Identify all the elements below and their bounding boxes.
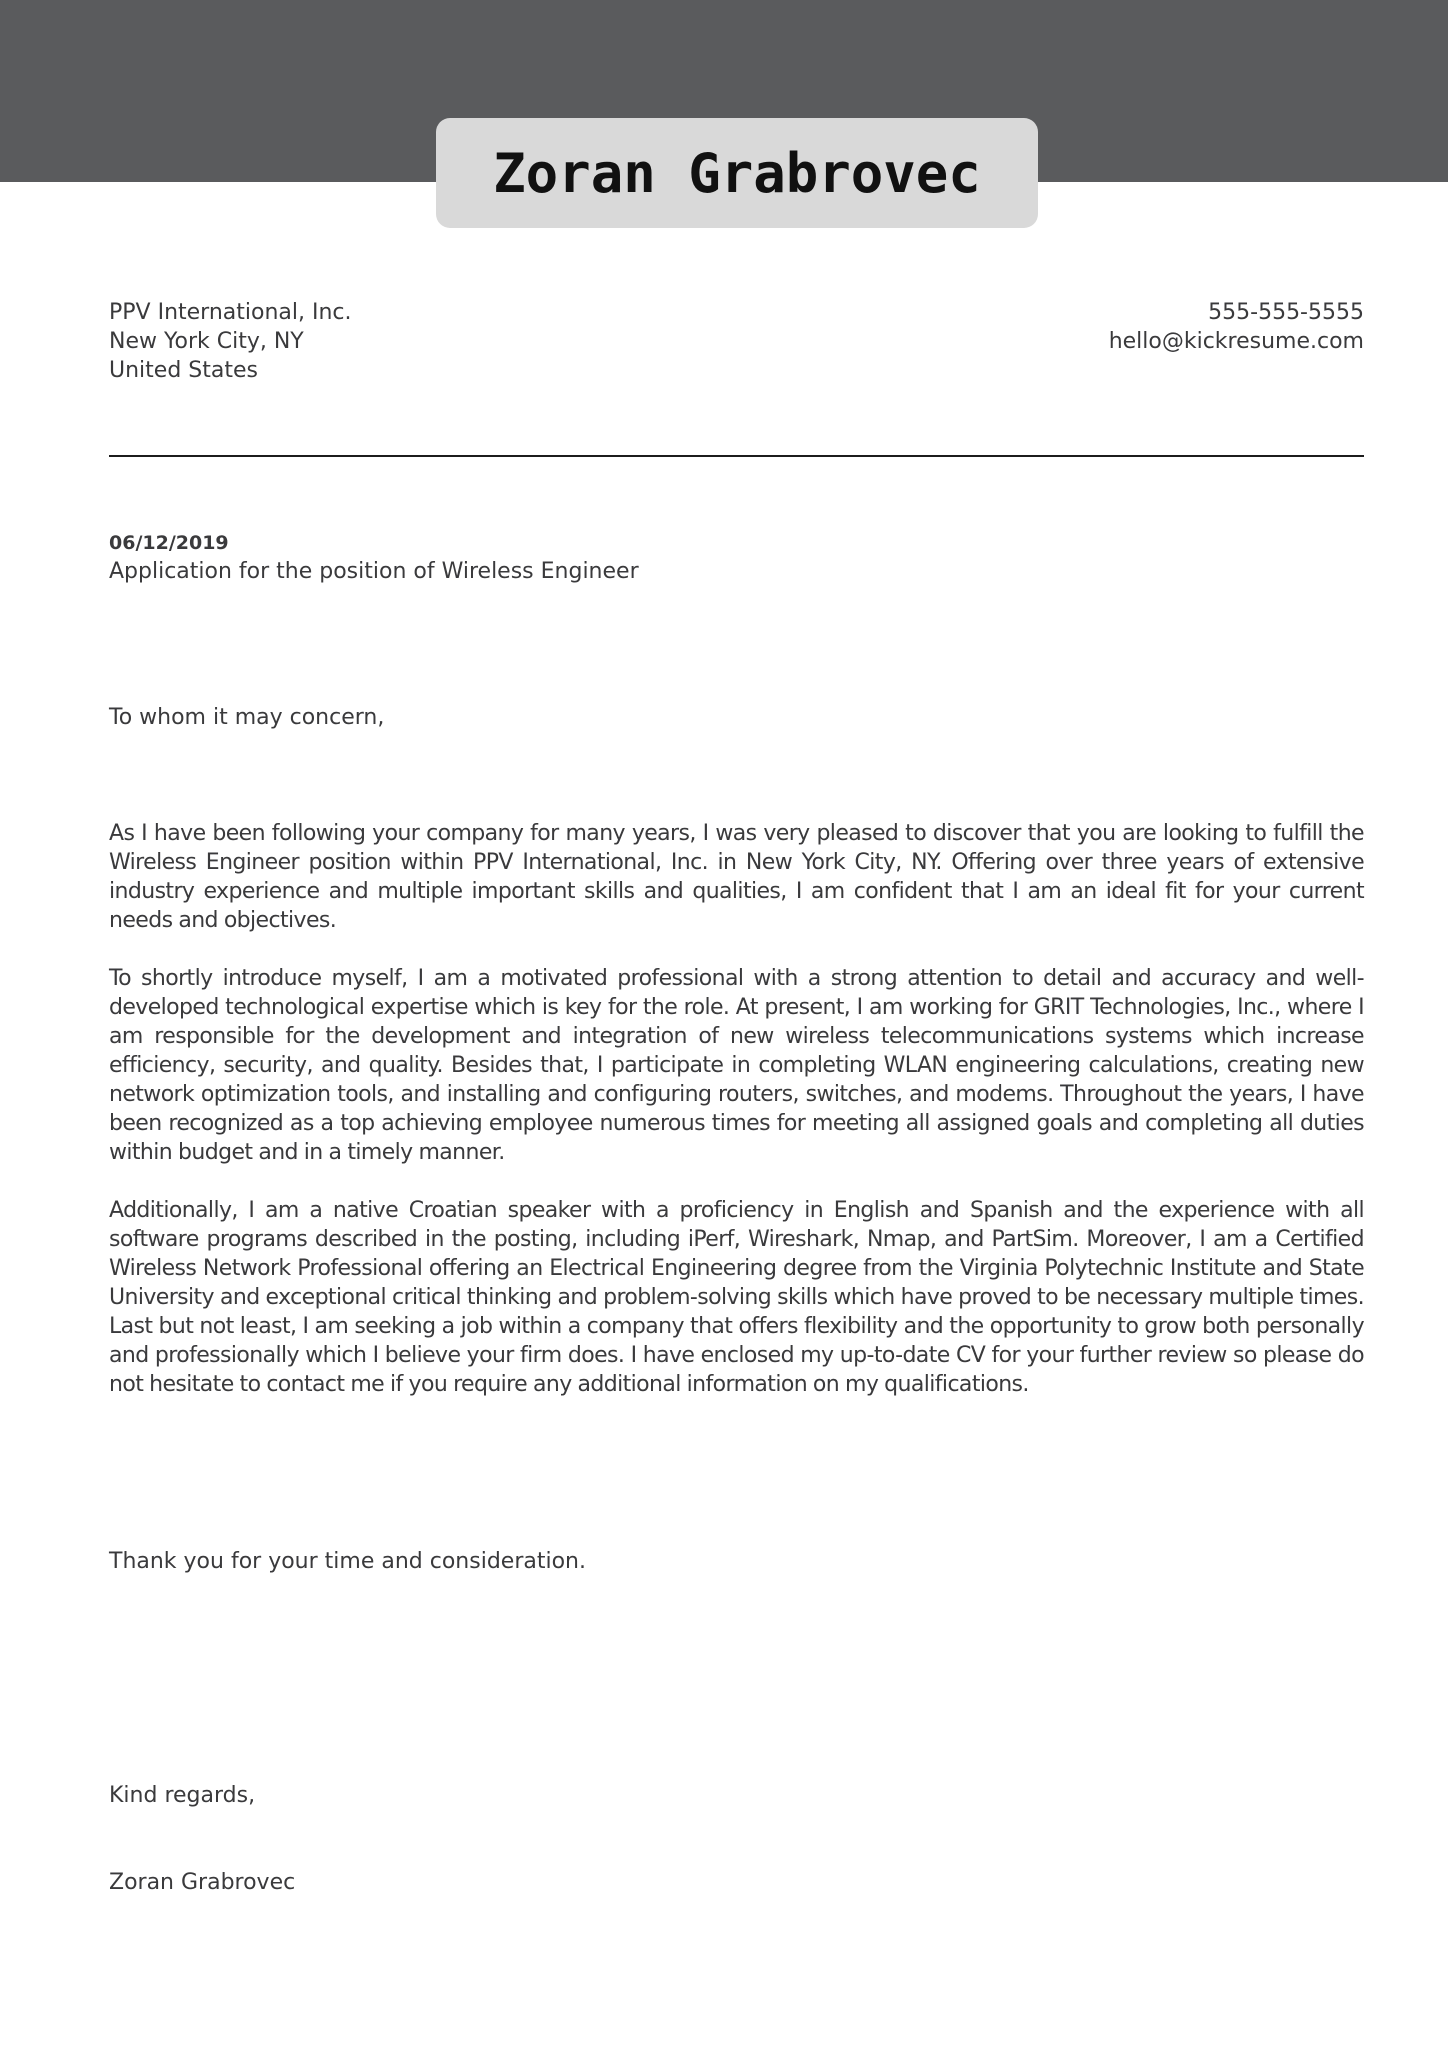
letter-body (109, 819, 1364, 1428)
letter-greeting: To whom it may concern, (109, 705, 385, 730)
letter-signature: Zoran Grabrovec (109, 1870, 296, 1895)
body-paragraph: Additionally, I am a native Croatian speaker with a proficiency in English and Spanish and the experience with all software programs described in the posting, including iPerf, Wireshark, Nmap, and PartSim. Moreover, I am a Certified Wireless Network Professional offering an Electrical Engineering degree from the Virginia Polytechnic Institute and State University and exceptional critical thinking and problem-solving skills which have proved to be necessary multiple times. Last but not least, I am seeking a job within a company that offers flexibility and the opportunity to grow both personally and professionally which I believe your firm does. I have enclosed my up-to-date CV for your further review so please do not hesitate to contact me if you require any additional information on my qualifications. (109, 1198, 1364, 1397)
letter-subject: Application for the position of Wireless Engineer (109, 559, 639, 584)
recipient-company: PPV International, Inc. (109, 300, 352, 325)
recipient-country: United States (109, 358, 258, 383)
body-paragraph: To shortly introduce myself, I am a motivated professional with a strong attention to detail and accuracy and well-developed technological expertise which is key for the role. At present, I am working for GRIT Technologies, Inc., where I am responsible for the development and integration of new wireless telecommunications systems which increase efficiency, security, and quality. Besides that, I participate in completing WLAN engineering calculations, creating new network optimization tools, and installing and configuring routers, switches, and modems. Throughout the years, I have been recognized as a top achieving employee numerous times for meeting all assigned goals and completing all duties within budget and in a timely manner. (109, 966, 1364, 1165)
header-divider (109, 455, 1364, 457)
contact-info (1109, 298, 1364, 356)
letter-thanks: Thank you for your time and consideration. (109, 1549, 586, 1574)
contact-email: hello@kickresume.com (1108, 329, 1364, 354)
recipient-city: New York City, NY (109, 329, 304, 354)
recipient-address (109, 298, 352, 385)
letter-closing: Kind regards, (109, 1783, 256, 1808)
name-badge (436, 118, 1038, 228)
body-paragraph: As I have been following your company for many years, I was very pleased to discover that you are looking to fulfill the Wireless Engineer position within PPV International, Inc. in New York City, NY. Offering over three years of extensive industry experience and multiple important skills and qualities, I am confident that I am an ideal fit for your current needs and objectives. (109, 821, 1364, 933)
contact-phone: 555-555-5555 (1208, 300, 1364, 325)
letter-date: 06/12/2019 (109, 532, 229, 554)
applicant-name: Zoran Grabrovec (493, 141, 981, 205)
